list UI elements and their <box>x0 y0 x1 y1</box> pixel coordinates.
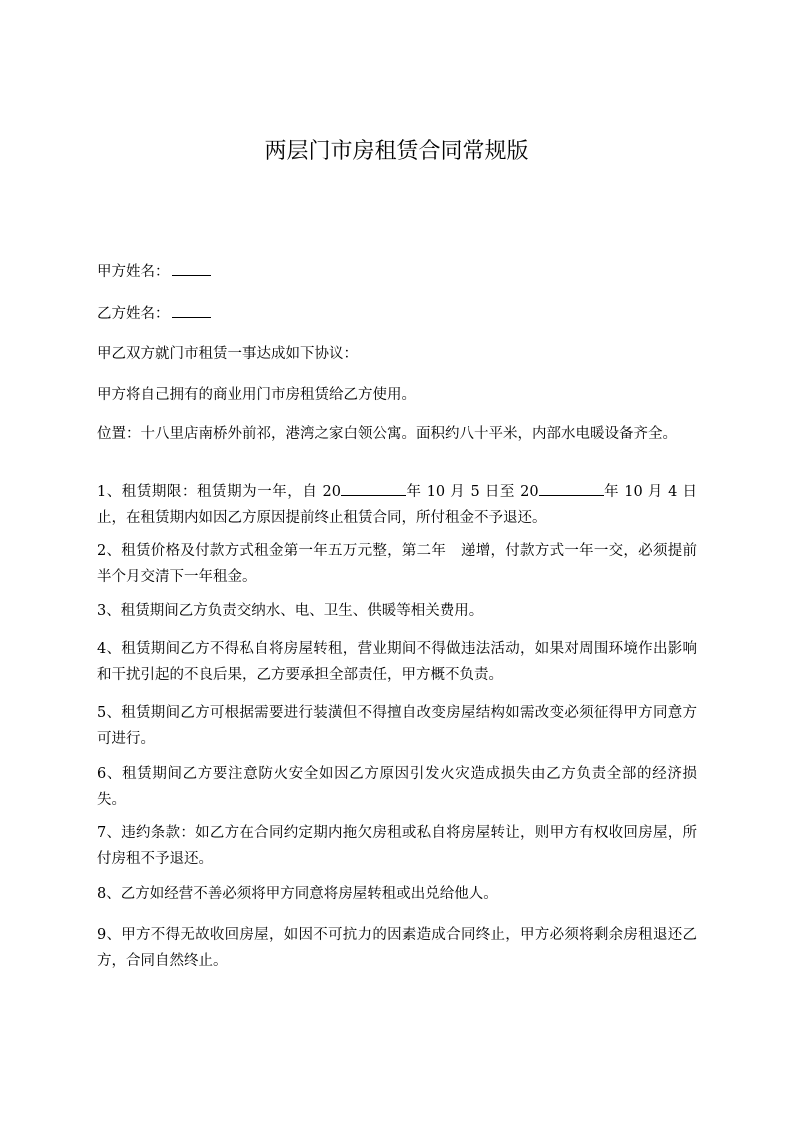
end-year-blank <box>539 478 604 496</box>
clause-1-part-2: 年 10 月 5 日至 20 <box>405 484 539 500</box>
clause-2: 2、租赁价格及付款方式租金第一年五万元整，第二年 递增，付款方式一年一交，必须提前半个月交清下一年租金。 <box>97 543 697 585</box>
clause-6: 6、租赁期间乙方要注意防火安全如因乙方原因引发火灾造成损失由乙方负责全部的经济损失。 <box>97 766 697 808</box>
start-year-blank <box>341 478 406 496</box>
party-a-blank <box>172 258 211 276</box>
party-b-label: 乙方姓名： <box>97 306 170 322</box>
party-a-label: 甲方姓名： <box>97 264 170 280</box>
clause-1 <box>97 478 697 531</box>
clause-8: 8、乙方如经营不善必须将甲方同意将房屋转租或出兑给他人。 <box>97 886 498 902</box>
location-paragraph: 位置：十八里店南桥外前祁，港湾之家白领公寓。面积约八十平米，内部水电暖设备齐全。 <box>97 426 677 442</box>
clause-4: 4、租赁期间乙方不得私自将房屋转租，营业期间不得做违法活动，如果对周围环境作出影响和干扰引起的不良后果，乙方要承担全部责任，甲方概不负责。 <box>97 641 697 683</box>
clause-1-part-1: 1、租赁期限：租赁期为一年，自 20 <box>97 484 341 500</box>
clause-1-part-3: 年 10 月 4 日止，在租赁期内如因乙方原因提前终止租赁合同，所付租金不予退还。 <box>97 484 697 526</box>
clause-3: 3、租赁期间乙方负责交纳水、电、卫生、供暖等相关费用。 <box>97 603 484 619</box>
party-a-line <box>97 258 697 285</box>
clause-9: 9、甲方不得无故收回房屋，如因不可抗力的因素造成合同终止，甲方必须将剩余房租退还乙方，合同自然终止。 <box>97 927 697 969</box>
intro-paragraph: 甲乙双方就门市租赁一事达成如下协议： <box>97 346 358 362</box>
clause-5: 5、租赁期间乙方可根据需要进行装潢但不得擅自改变房屋结构如需改变必须征得甲方同意方可进行。 <box>97 705 697 747</box>
clause-7: 7、违约条款：如乙方在合同约定期内拖欠房租或私自将房屋转让，则甲方有权收回房屋，所付房租不予退还。 <box>97 825 697 867</box>
party-b-blank <box>172 300 211 318</box>
party-b-line <box>97 300 697 327</box>
statement-paragraph: 甲方将自己拥有的商业用门市房租赁给乙方使用。 <box>97 387 416 403</box>
page-title: 两层门市房租赁合同常规版 <box>264 139 529 164</box>
